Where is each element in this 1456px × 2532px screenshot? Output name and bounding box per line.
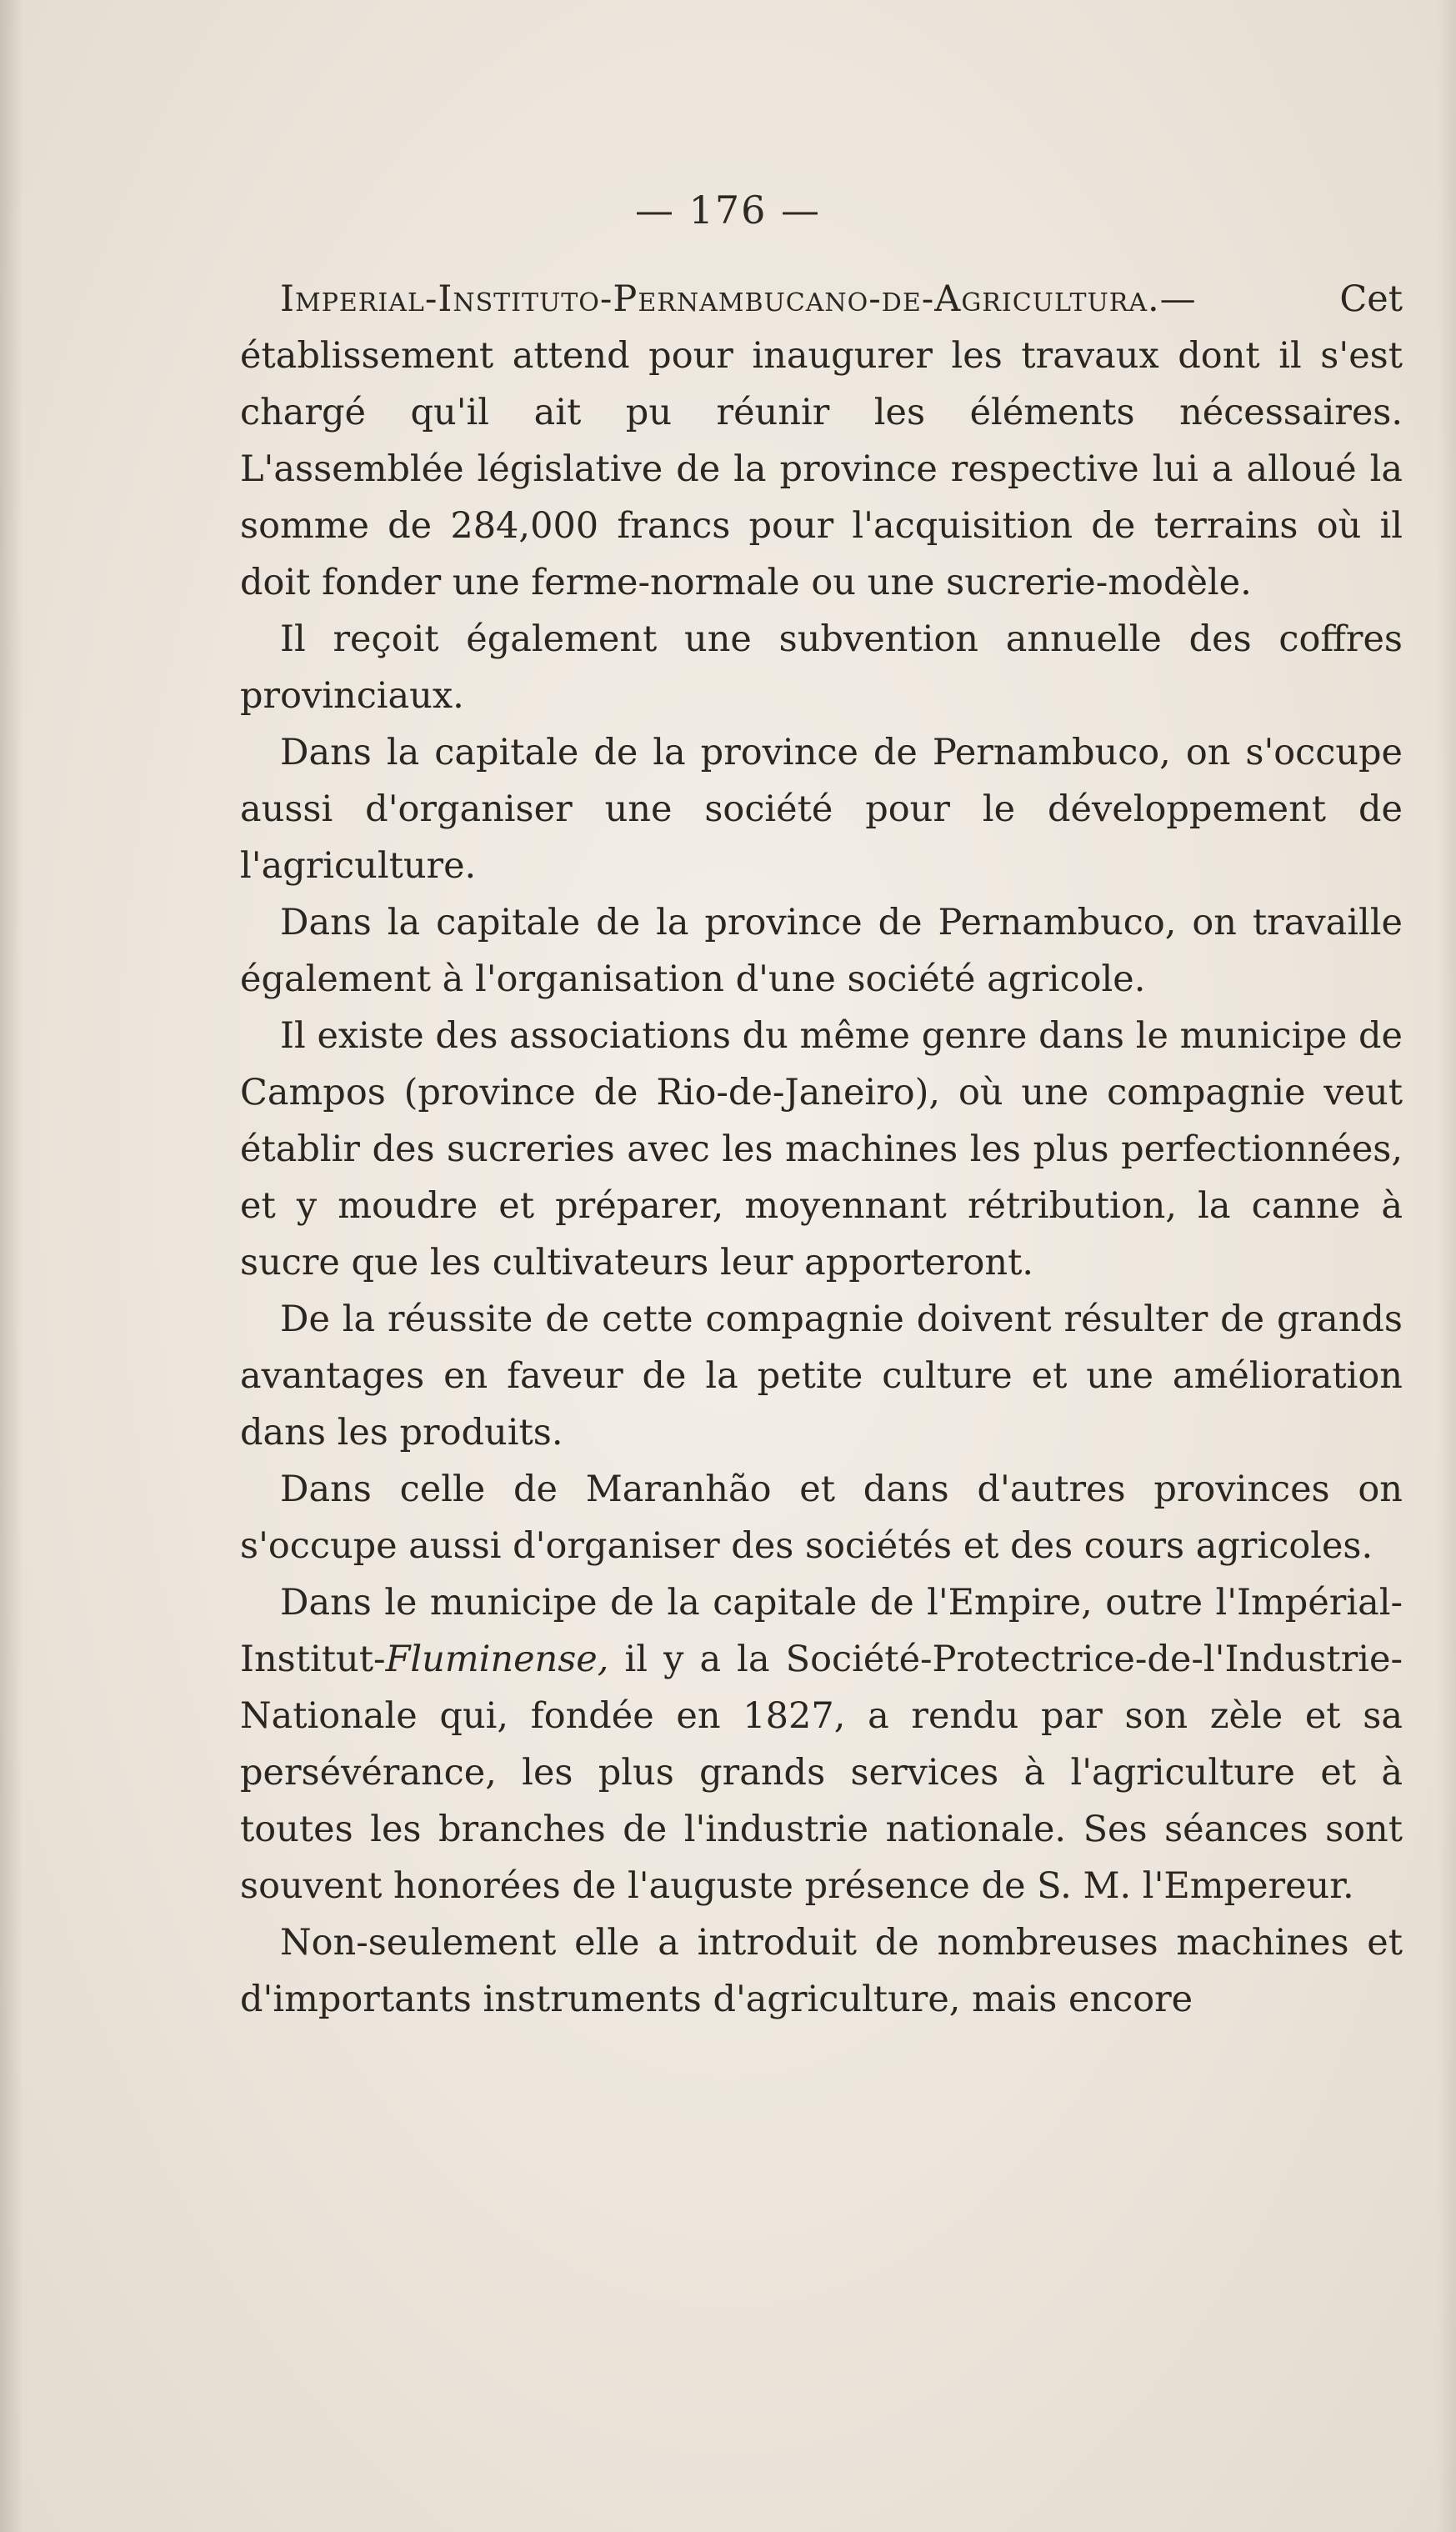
page-number: — 176 — — [634, 188, 822, 233]
paragraph — [240, 1574, 1403, 1914]
page-edge-shadow — [1438, 0, 1456, 2532]
paragraph: De la réussite de cette compagnie doivent résulter de grands avantages en faveur de la petite culture et une amélioration dans les produits. — [240, 1299, 1403, 1454]
page-gutter-shadow — [0, 0, 23, 2532]
paragraph — [240, 271, 1403, 611]
paragraph: Dans celle de Maranhão et dans d'autres provinces on s'occupe aussi d'organiser des sociétés et des cours agricoles. — [240, 1469, 1403, 1567]
paragraph-text: Dans le municipe de la capitale de l'Empire, outre l'Impérial-Institut- — [240, 1582, 1403, 1680]
paragraph: Dans la capitale de la province de Pernambuco, on s'occupe aussi d'organiser une société pour le développement de l'agriculture. — [240, 732, 1403, 887]
section-heading: Imperial-Instituto-Pernambucano-de-Agricultura. — [280, 278, 1160, 320]
paragraph: Dans la capitale de la province de Pernambuco, on travaille également à l'organisation d'une société agricole. — [240, 902, 1403, 1000]
paragraph: Il existe des associations du même genre dans le municipe de Campos (province de Rio-de-Janeiro), où une compagnie veut établir des sucreries avec les machines les plus perfectionnées, et y moudre et préparer, moyennant rétribution, la canne à sucre que les cultivateurs leur apporteront. — [240, 1015, 1403, 1284]
paragraph: Il reçoit également une subvention annuelle des coffres provinciaux. — [240, 618, 1403, 717]
paragraph-text: il y a la Société-Protectrice-de-l'Industrie-Nationale qui, fondée en 1827, a rendu par son zèle et sa persévérance, les plus grands services à l'agriculture et à toutes les branches de l'industrie nationale. Ses séances sont souvent honorées de l'auguste présence de S. M. l'Empereur. — [240, 1639, 1403, 1907]
paragraph: Non-seulement elle a introduit de nombreuses machines et d'importants instruments d'agriculture, mais encore — [240, 1922, 1403, 2020]
italic-term: Fluminense, — [385, 1639, 609, 1680]
paragraph-text: — Cet établissement attend pour inaugurer les travaux dont il s'est chargé qu'il ait pu réunir les éléments nécessaires. L'assemblée législative de la province respective lui a alloué la somme de 284,000 francs pour l'acquisition de terrains où il doit fonder une ferme-normale ou une sucrerie-modèle. — [240, 278, 1403, 603]
body-text — [240, 271, 1403, 2028]
